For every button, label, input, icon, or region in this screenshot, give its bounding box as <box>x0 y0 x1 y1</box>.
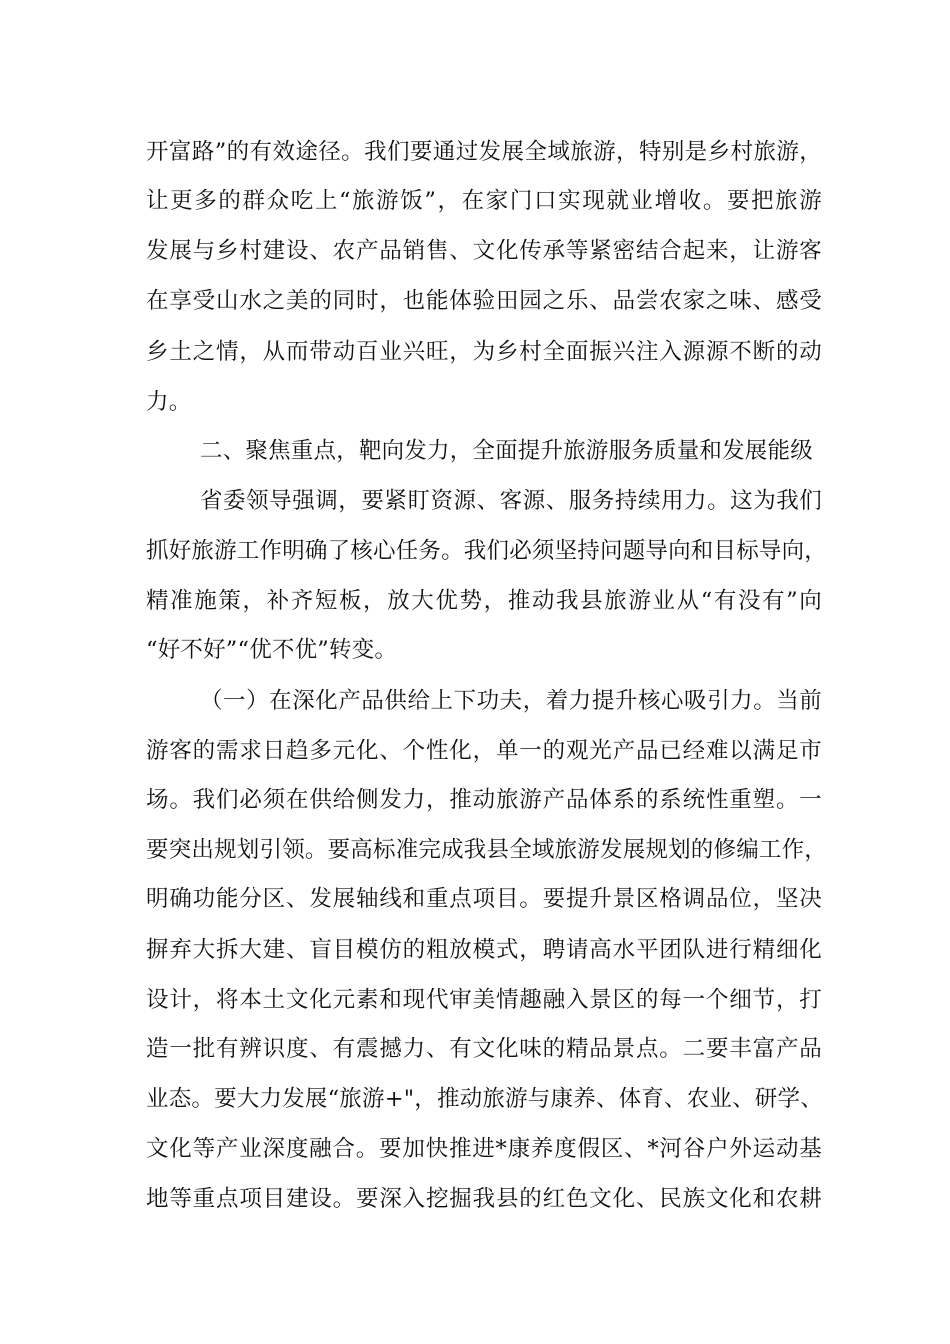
text-line: 设计，将本土文化元素和现代审美情趣融入景区的每一个细节，打 <box>146 987 822 1013</box>
text-line: 地等重点项目建设。要深入挖掘我县的红色文化、民族文化和农耕 <box>146 1186 822 1212</box>
section-heading: 二、聚焦重点，靶向发力，全面提升旅游服务质量和发展能级 <box>200 438 813 464</box>
text-line: 文化等产业深度融合。要加快推进*康养度假区、*河谷户外运动基 <box>146 1136 822 1162</box>
text-line: 精准施策，补齐短板，放大优势，推动我县旅游业从“有没有”向 <box>146 588 822 614</box>
subsection-heading: （一）在深化产品供给上下功夫，着力提升核心吸引力。当前 <box>200 688 822 714</box>
text-line: 力。 <box>146 389 192 415</box>
text-line: 明确功能分区、发展轴线和重点项目。要提升景区格调品位，坚决 <box>146 886 822 912</box>
text-line: 业态。要大力发展“旅游+"，推动旅游与康养、体育、农业、研学、 <box>146 1086 823 1112</box>
text-line: 游客的需求日趋多元化、个性化，单一的观光产品已经难以满足市 <box>146 738 822 764</box>
text-line: 摒弃大拆大建、盲目模仿的粗放模式，聘请高水平团队进行精细化 <box>146 937 822 963</box>
text-line: 开富路”的有效途径。我们要通过发展全域旅游，特别是乡村旅游， <box>146 139 822 165</box>
text-line: “好不好”“优不优”转变。 <box>146 637 398 663</box>
text-line: 发展与乡村建设、农产品销售、文化传承等紧密结合起来，让游客 <box>146 238 822 264</box>
text-line: 造一批有辨识度、有震撼力、有文化味的精品景点。二要丰富产品 <box>146 1036 822 1062</box>
text-line: 在享受山水之美的同时，也能体验田园之乐、品尝农家之味、感受 <box>146 288 822 314</box>
text-line: 场。我们必须在供给侧发力，推动旅游产品体系的系统性重塑。一 <box>146 787 822 813</box>
text-line: 乡土之情，从而带动百业兴旺，为乡村全面振兴注入源源不断的动 <box>146 339 822 365</box>
text-line: 抓好旅游工作明确了核心任务。我们必须坚持问题导向和目标导向， <box>146 538 828 564</box>
text-line: 省委领导强调，要紧盯资源、客源、服务持续用力。这为我们 <box>200 488 822 514</box>
text-line: 让更多的群众吃上“旅游饭”，在家门口实现就业增收。要把旅游 <box>146 188 822 214</box>
text-line: 要突出规划引领。要高标准完成我县全域旅游发展规划的修编工作， <box>146 837 828 863</box>
